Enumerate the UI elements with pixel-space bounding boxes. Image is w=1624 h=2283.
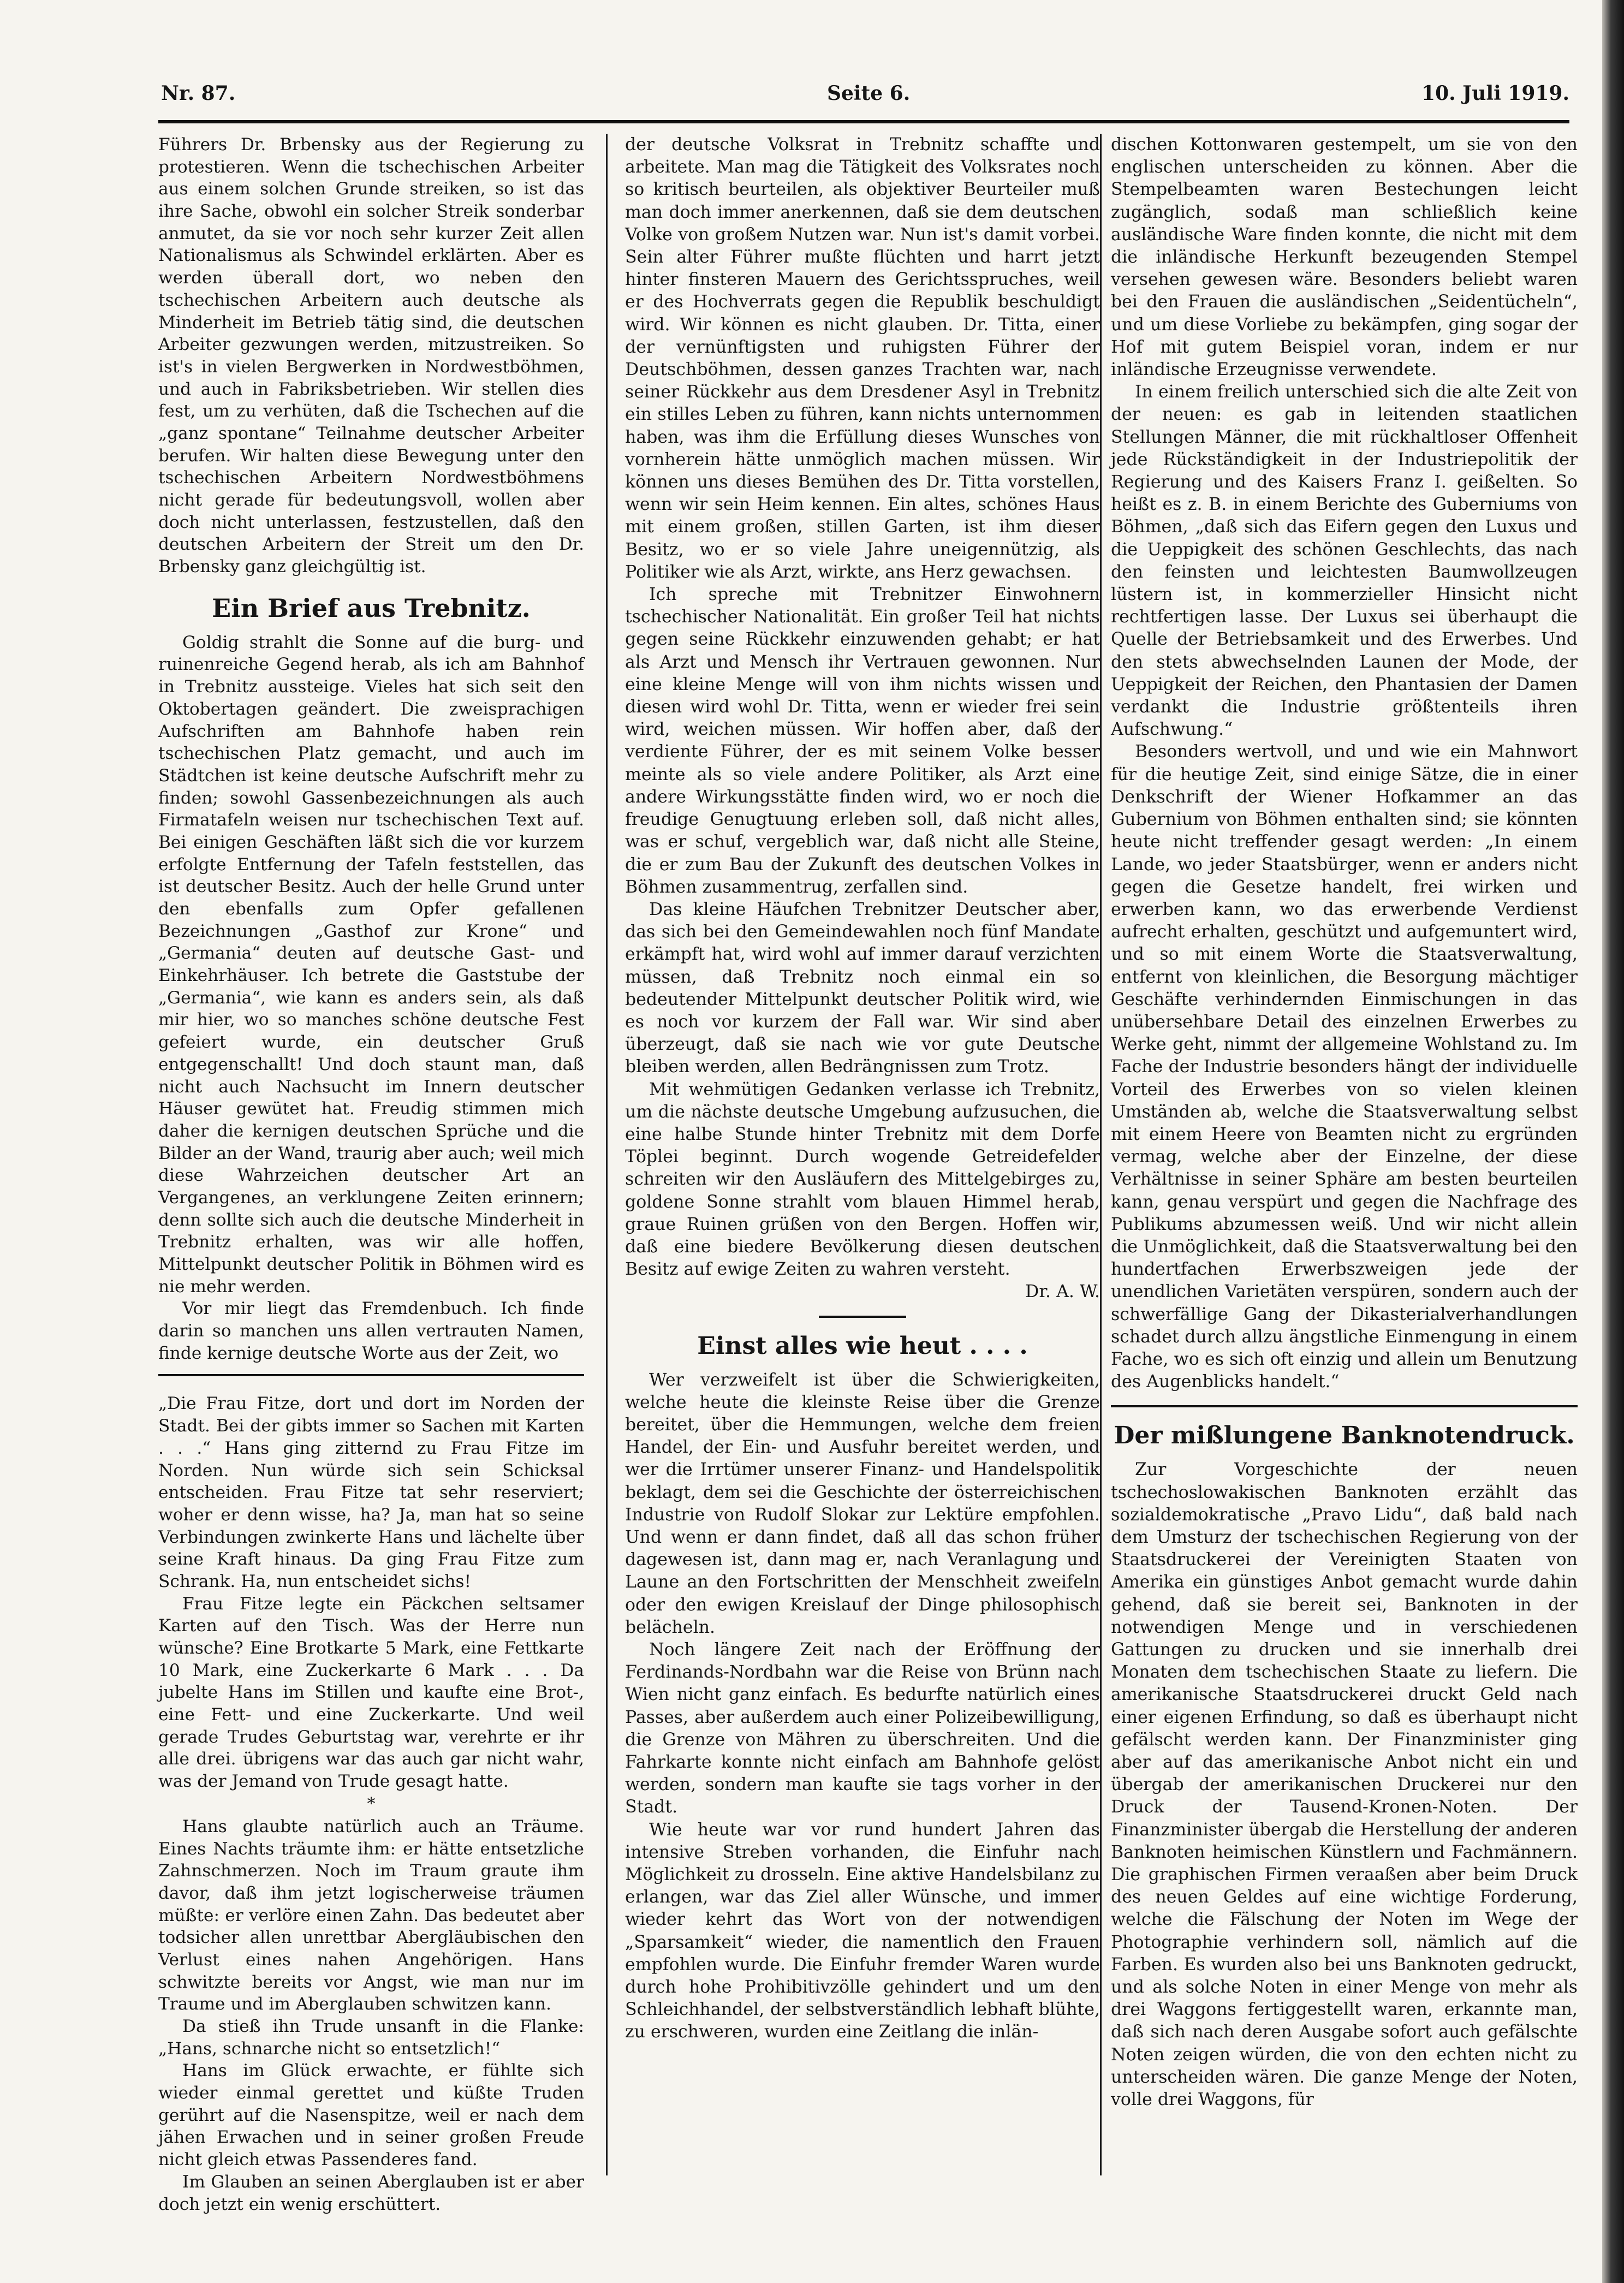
article-paragraph: In einem freilich unterschied sich die alte Zeit von der neuen: es gab in leitenden staatlichen Stellungen Männer, die mit rückhaltloser Offenheit jede Rückständigkeit in der Industriepolitik der Regierung und des Kaisers Franz I. geißelten. So heißt es z. B. in einem Berichte des Guberniums von Böhmen, „daß sich das Eifern gegen den Luxus und die Ueppigkeit des schönen Geschlechts, das nach den feinsten und leichtesten Baumwollzeugen lüstern ist, in kommerzieller Hinsicht nicht rechtfertigen lasse. Der Luxus sei überhaupt die Quelle der Betriebsamkeit und des Erwerbes. Und den stets abwechselnden Launen der Mode, der Ueppigkeit der Reichen, den Phantasien der Damen verdankt die Industrie größtenteils ihren Aufschwung.“ (1111, 382, 1578, 740)
article-paragraph: Das kleine Häufchen Trebnitzer Deutscher aber, das sich bei den Gemeindewahlen noch fünf Mandate erkämpft hat, wird wohl auf immer darauf verzichten müssen, daß Trebnitz noch einmal ein so bedeutender Mittelpunkt deutscher Politik wird, wie es noch vor kurzem der Fall war. Wir sind aber überzeugt, daß sie nach wie vor gute Deutsche bleiben werden, allen Bedrängnissen zum Trotz. (625, 899, 1100, 1077)
story-paragraph: „Die Frau Fitze, dort und dort im Norden der Stadt. Bei der gibts immer so Sachen mit Karten . . .“ Hans ging zitternd zu Frau Fitze im Norden. Nun würde sich sein Schicksal entscheiden. Frau Fitze tat sehr reserviert; woher er denn wisse, ha? Ja, man hat so seine Verbindungen zwinkerte Hans und lächelte über seine Kraft hinaus. Da ging Frau Fitze zum Schrank. Ha, nun entscheidet sichs! (158, 1394, 584, 1591)
page-number: Seite 6. (827, 82, 911, 105)
article-paragraph: Goldig strahlt die Sonne auf die burg- und ruinenreiche Gegend herab, als ich am Bahnhof in Trebnitz aussteige. Vieles hat sich seit den Oktobertagen geändert. Die zweisprachigen Aufschriften am Bahnhofe haben rein tschechischen Platz gemacht, und auch im Städtchen ist keine deutsche Aufschrift mehr zu finden; sowohl Gassenbezeichnungen als auch Firmatafeln weisen nur tschechischen Text auf. Bei einigen Geschäften läßt sich die vor kurzem erfolgte Entfernung der Tafeln feststellen, das ist deutscher Besitz. Auch der helle Grund unter den ebenfalls zum Opfer gefallenen Bezeichnungen „Gasthof zur Krone“ und „Germania“ deuten auf deutsche Gast- und Einkehrhäuser. Ich betrete die Gaststube der „Germania“, wie kann es anders sein, als daß mir hier, wo so manches schöne deutsche Fest gefeiert wurde, ein deutscher Gruß entgegenschallt! Und doch staunt man, daß nicht auch Nachsucht im Innern deutscher Häuser gewütet hat. Freudig stimmen mich daher die kernigen deutschen Sprüche und die Bilder an der Wand, traurig aber auch; weil mich diese Wahrzeichen deutscher Art an Vergangenes, an verklungene Zeiten erinnern; denn sollte sich auch die deutsche Minderheit in Trebnitz erhalten, was wir alle hoffen, Mittelpunkt deutscher Politik in Böhmen wird es nie mehr werden. (158, 632, 584, 1297)
story-paragraph: Da stieß ihn Trude unsanft in die Flanke: „Hans, schnarche nicht so entsetzlich!“ (158, 2017, 584, 2059)
article-paragraph: Vor mir liegt das Fremdenbuch. Ich finde darin so manchen uns allen vertrauten Namen, finde kernige deutsche Worte aus der Zeit, wo (158, 1299, 584, 1363)
section-rule (1111, 1405, 1578, 1407)
issue-number: Nr. 87. (161, 82, 236, 105)
story-paragraph: Hans glaubte natürlich auch an Träume. Eines Nachts träumte ihm: er hätte entsetzliche Zahnschmerzen. Noch im Traum graute ihm davor, daß ihm jetzt logischerweise träumen müßte: er verlöre einen Zahn. Das bedeutet aber todsicher allen unrettbar Abergläubischen den Verlust eines nahen Angehörigen. Hans schwitzte bereits vor Angst, wie man nur im Traume und im Aberglauben schwitzen kann. (158, 1816, 584, 2014)
issue-date: 10. Juli 1919. (1421, 82, 1569, 105)
separator-star: * (367, 1794, 376, 1814)
story-paragraph: Im Glauben an seinen Aberglauben ist er aber doch jetzt ein wenig erschüttert. (158, 2172, 584, 2214)
article-heading-einst: Einst alles wie heut . . . . (697, 1331, 1028, 1360)
article-paragraph: Besonders wertvoll, und und wie ein Mahnwort für die heutige Zeit, sind einige Sätze, die in einer Denkschrift der Wiener Hofkammer an das Gubernium von Böhmen enthalten sind; sie könnten heute nicht treffender gesagt werden: „In einem Lande, wo jeder Staatsbürger, wenn er anders nicht gegen die Gesetze handelt, frei wirken und erwerben kann, wo das erwerbende Verdienst aufrecht erhalten, geschützt und aufgemuntert wird, und so mit einem Worte die Staatsverwaltung, entfernt von kleinlichen, die Besorgung mächtiger Geschäfte verhindernden Einmischungen in das unübersehbare Detail des einzelnen Erwerbes zu Werke geht, nimmt der allgemeine Wohlstand zu. Im Fache der Industrie besonders hängt der individuelle Vorteil des Erwerbes von so vielen kleinen Umständen ab, welche die Staatsverwaltung selbst mit einem Heere von Beamten nicht zu ergründen vermag, welche aber der Einzelne, der diese Verhältnisse in seiner Sphäre am besten beurteilen kann, genau verspürt und gegen die Nachfrage des Publikums abzumessen weiß. Und wir nicht allein die Unmöglichkeit, daß die Staatsverwaltung bei den hundertfachen Erwerbszweigen jede der unendlichen Varietäten verspüren, sondern auch der schwerfällige Gang der Dikasterialverhandlungen schadet durch allzu ängstliche Einmengung in einem Fache, wo es sich oft einzig und allein um Benutzung des Augenblicks handelt.“ (1111, 742, 1578, 1392)
column-1 (158, 134, 584, 2215)
story-paragraph: Frau Fitze legte ein Päckchen seltsamer Karten auf den Tisch. Was der Herre nun wünsche? Eine Brotkarte 5 Mark, eine Fettkarte 10 Mark, eine Zuckerkarte 6 Mark . . . Da jubelte Hans im Stillen und kaufte eine Brot-, eine Fett- und eine Zuckerkarte. Und weil gerade Trudes Geburtstag war, verehrte er ihr alle drei. übrigens war das auch gar nicht wahr, was der Jemand von Trude gesagt hatte. (158, 1594, 584, 1792)
section-rule (158, 1374, 584, 1376)
article-paragraph: Wer verzweifelt ist über die Schwierigkeiten, welche heute die kleinste Reise über die Grenze bereitet, über die Hemmungen, welche dem freien Handel, der Ein- und Ausfuhr bereitet werden, und wer die Irrtümer unserer Finanz- und Handelspolitik beklagt, dem sei die Geschichte der österreichischen Industrie von Rudolf Slokar zur Lektüre empfohlen. Und wenn er dann findet, daß all das schon früher dagewesen ist, dann mag er, nach Veranlagung und Laune an den Fortschritten der Menschheit zweifeln oder den ewigen Kreislauf der Dinge philosophisch belächeln. (625, 1370, 1100, 1637)
column-divider-2 (1100, 134, 1102, 2175)
article-heading-trebnitz: Ein Brief aus Trebnitz. (212, 593, 531, 623)
article-paragraph: Ich spreche mit Trebnitzer Einwohnern tschechischer Nationalität. Ein großer Teil hat nichts gegen seine Rückkehr einzuwenden gehabt; er hat als Arzt und Mensch ihr Vertrauen gewonnen. Nur eine kleine Menge will von ihm nichts wissen und diesen wird wohl Dr. Titta, wenn er wieder frei sein wird, weichen müssen. Wir hoffen aber, daß der verdiente Führer, der es mit seinem Volke besser meinte als so viele andere Politiker, als Arzt eine andere Wirkungsstätte finden wird, wo er noch die freudige Genugtuung erleben soll, daß nicht alles, was er schuf, vergeblich war, daß nicht alle Steine, die er zum Bau der Zukunft des deutschen Volkes in Böhmen zusammentrug, zerfallen sind. (625, 585, 1100, 897)
column-divider-1 (606, 134, 608, 2175)
story-paragraph: Hans im Glück erwachte, er fühlte sich wieder einmal gerettet und küßte Truden gerührt auf die Nasenspitze, weil er nach dem jähen Erwachen und in seiner großen Freude nicht gleich etwas Passenderes fand. (158, 2061, 584, 2170)
article-paragraph: Zur Vorgeschichte der neuen tschechoslowakischen Banknoten erzählt das sozialdemokratische „Pravo Lidu“, daß bald nach dem Umsturz der tschechischen Regierung von der Staatsdruckerei der Vereinigten Staaten von Amerika ein günstiges Anbot gemacht wurde dahin gehend, daß sie bereit sei, Banknoten in der notwendigen Menge und in verschiedenen Gattungen zu drucken und sie innerhalb drei Monaten dem tschechischen Staate zu liefern. Die amerikanische Staatsdruckerei druckt Geld nach einer eigenen Erfindung, so daß es überhaupt nicht gefälscht werden kann. Der Finanzminister ging aber auf das amerikanische Anbot nicht ein und übergab der amerikanischen Druckerei nur den Druck der Tausend-Kronen-Noten. Der Finanzminister übergab die Herstellung der anderen Banknoten heimischen Künstlern und Fachmännern. Die graphischen Firmen veraaßen aber beim Druck des neuen Geldes auf eine wichtige Forderung, welche die Fälschung der Noten im Wege der Photographie verhindern soll, nämlich auf die Farben. Es wurden also bei uns Banknoten gedruckt, und als solche Noten in einer Menge von mehr als drei Waggons fertiggestellt waren, erkannte man, daß sich nach deren Ausgabe sofort auch gefälschte Noten zeigen würden, die von den echten nicht zu unterscheiden wären. Die ganze Menge der Noten, volle drei Waggons, für (1111, 1460, 1578, 2110)
page-spine-shadow (1602, 0, 1624, 2283)
article-heading-banknotendruck: Der mißlungene Banknotendruck. (1114, 1422, 1575, 1450)
page-header (161, 76, 1569, 115)
article-paragraph: dischen Kottonwaren gestempelt, um sie von den englischen unterscheiden zu können. Aber die Stempelbeamten waren Bestechungen leicht zugänglich, sodaß man schließlich keine ausländische Ware finden konnte, die nicht mit dem die inländische Herkunft bezeugenden Stempel versehen gewesen wäre. Besonders beliebt waren bei den Frauen die ausländischen „Seidentücheln“, und um diese Vorliebe zu bekämpfen, ging sogar der Hof mit gutem Beispiel voran, indem er nur inländische Erzeugnisse verwendete. (1111, 135, 1578, 380)
article-continuation: Führers Dr. Brbensky aus der Regierung zu protestieren. Wenn die tschechischen Arbeiter aus einem solchen Grunde streiken, so ist das ihre Sache, obwohl ein solcher Streik sonderbar anmutet, da sie vor noch sehr kurzer Zeit allen Nationalismus als Schwindel erklärten. Aber es werden überall dort, wo neben den tschechischen Arbeitern auch deutsche als Minderheit im Betrieb tätig sind, die deutschen Arbeiter gezwungen werden, mitzustreiken. So ist's in vielen Bergwerken in Nordwestböhmen, und auch in Fabriksbetrieben. Wir stellen dies fest, um zu verhüten, daß die Tschechen auf die „ganz spontane“ Teilnahme deutscher Arbeiter berufen. Wir halten diese Bewegung unter den tschechischen Arbeitern Nordwestböhmens nicht gerade für bedeutungsvoll, wollen aber doch nicht unterlassen, festzustellen, daß den deutschen Arbeitern der Streit um den Dr. Brbensky ganz gleichgültig ist. (158, 135, 584, 577)
article-paragraph: Mit wehmütigen Gedanken verlasse ich Trebnitz, um die nächste deutsche Umgebung aufzusuchen, die eine halbe Stunde hinter Trebnitz mit dem Dorfe Töplei beginnt. Durch wogende Getreidefelder schreiten wir den Ausläufern des Mittelgebirges zu, goldene Sonne strahlt vom blauen Himmel herab, graue Ruinen grüßen von den Bergen. Hoffen wir, daß eine biedere Bevölkerung diesen deutschen Besitz auf ewige Zeiten zu wahren versteht. (625, 1079, 1100, 1280)
header-rule (158, 120, 1569, 123)
column-3 (1111, 134, 1578, 2111)
article-paragraph: Wie heute war vor rund hundert Jahren das intensive Streben vorhanden, die Einfuhr nach Möglichkeit zu drosseln. Eine aktive Handelsbilanz zu erlangen, war das Ziel aller Wünsche, und immer wieder kehrt das Wort von der notwendigen „Sparsamkeit“ wieder, die namentlich den Frauen empfohlen wurde. Die Einfuhr fremder Waren wurde durch hohe Prohibitivzölle gehindert und um den Schleichhandel, der selbstverständlich lebhaft blühte, zu erschweren, wurden eine Zeitlang die inlän- (625, 1820, 1100, 2042)
column-2 (625, 134, 1100, 2044)
article-paragraph: der deutsche Volksrat in Trebnitz schaffte und arbeitete. Man mag die Tätigkeit des Volksrates noch so kritisch beurteilen, als objektiver Beurteiler muß man doch immer anerkennen, daß sie dem deutschen Volke von großem Nutzen war. Nun ist's damit vorbei. Sein alter Führer mußte flüchten und harrt jetzt hinter finsteren Mauern des Gerichtsspruches, weil er des Hochverrats gegen die Republik beschuldigt wird. Wir können es nicht glauben. Dr. Titta, einer der vernünftigsten und ruhigsten Führer der Deutschböhmen, dessen ganzes Trachten war, nach seiner Rückkehr aus dem Dresdener Asyl in Trebnitz ein stilles Leben zu führen, kann nichts unternommen haben, was ihm die Erfüllung dieses Wunsches von vornherein hätte unmöglich machen müssen. Wir können uns dieses Bemühen des Dr. Titta vorstellen, wenn wir sein Heim kennen. Ein altes, schönes Haus mit einem großen, stillen Garten, ist ihm dieser Besitz, wo er so viele Jahre uneigennützig, als Politiker wie als Arzt, wirkte, ans Herz gewachsen. (625, 135, 1100, 582)
section-rule (819, 1316, 906, 1318)
author-signature: Dr. A. W. (1025, 1282, 1100, 1302)
article-paragraph: Noch längere Zeit nach der Eröffnung der Ferdinands-Nordbahn war die Reise von Brünn nach Wien nicht ganz einfach. Es bedurfte natürlich eines Passes, aber außerdem auch einer Polizeibewilligung, die Grenze von Mähren zu überschreiten. Und die Fahrkarte konnte nicht einfach am Bahnhofe gelöst werden, sondern man kaufte sie tags vorher in der Stadt. (625, 1640, 1100, 1817)
